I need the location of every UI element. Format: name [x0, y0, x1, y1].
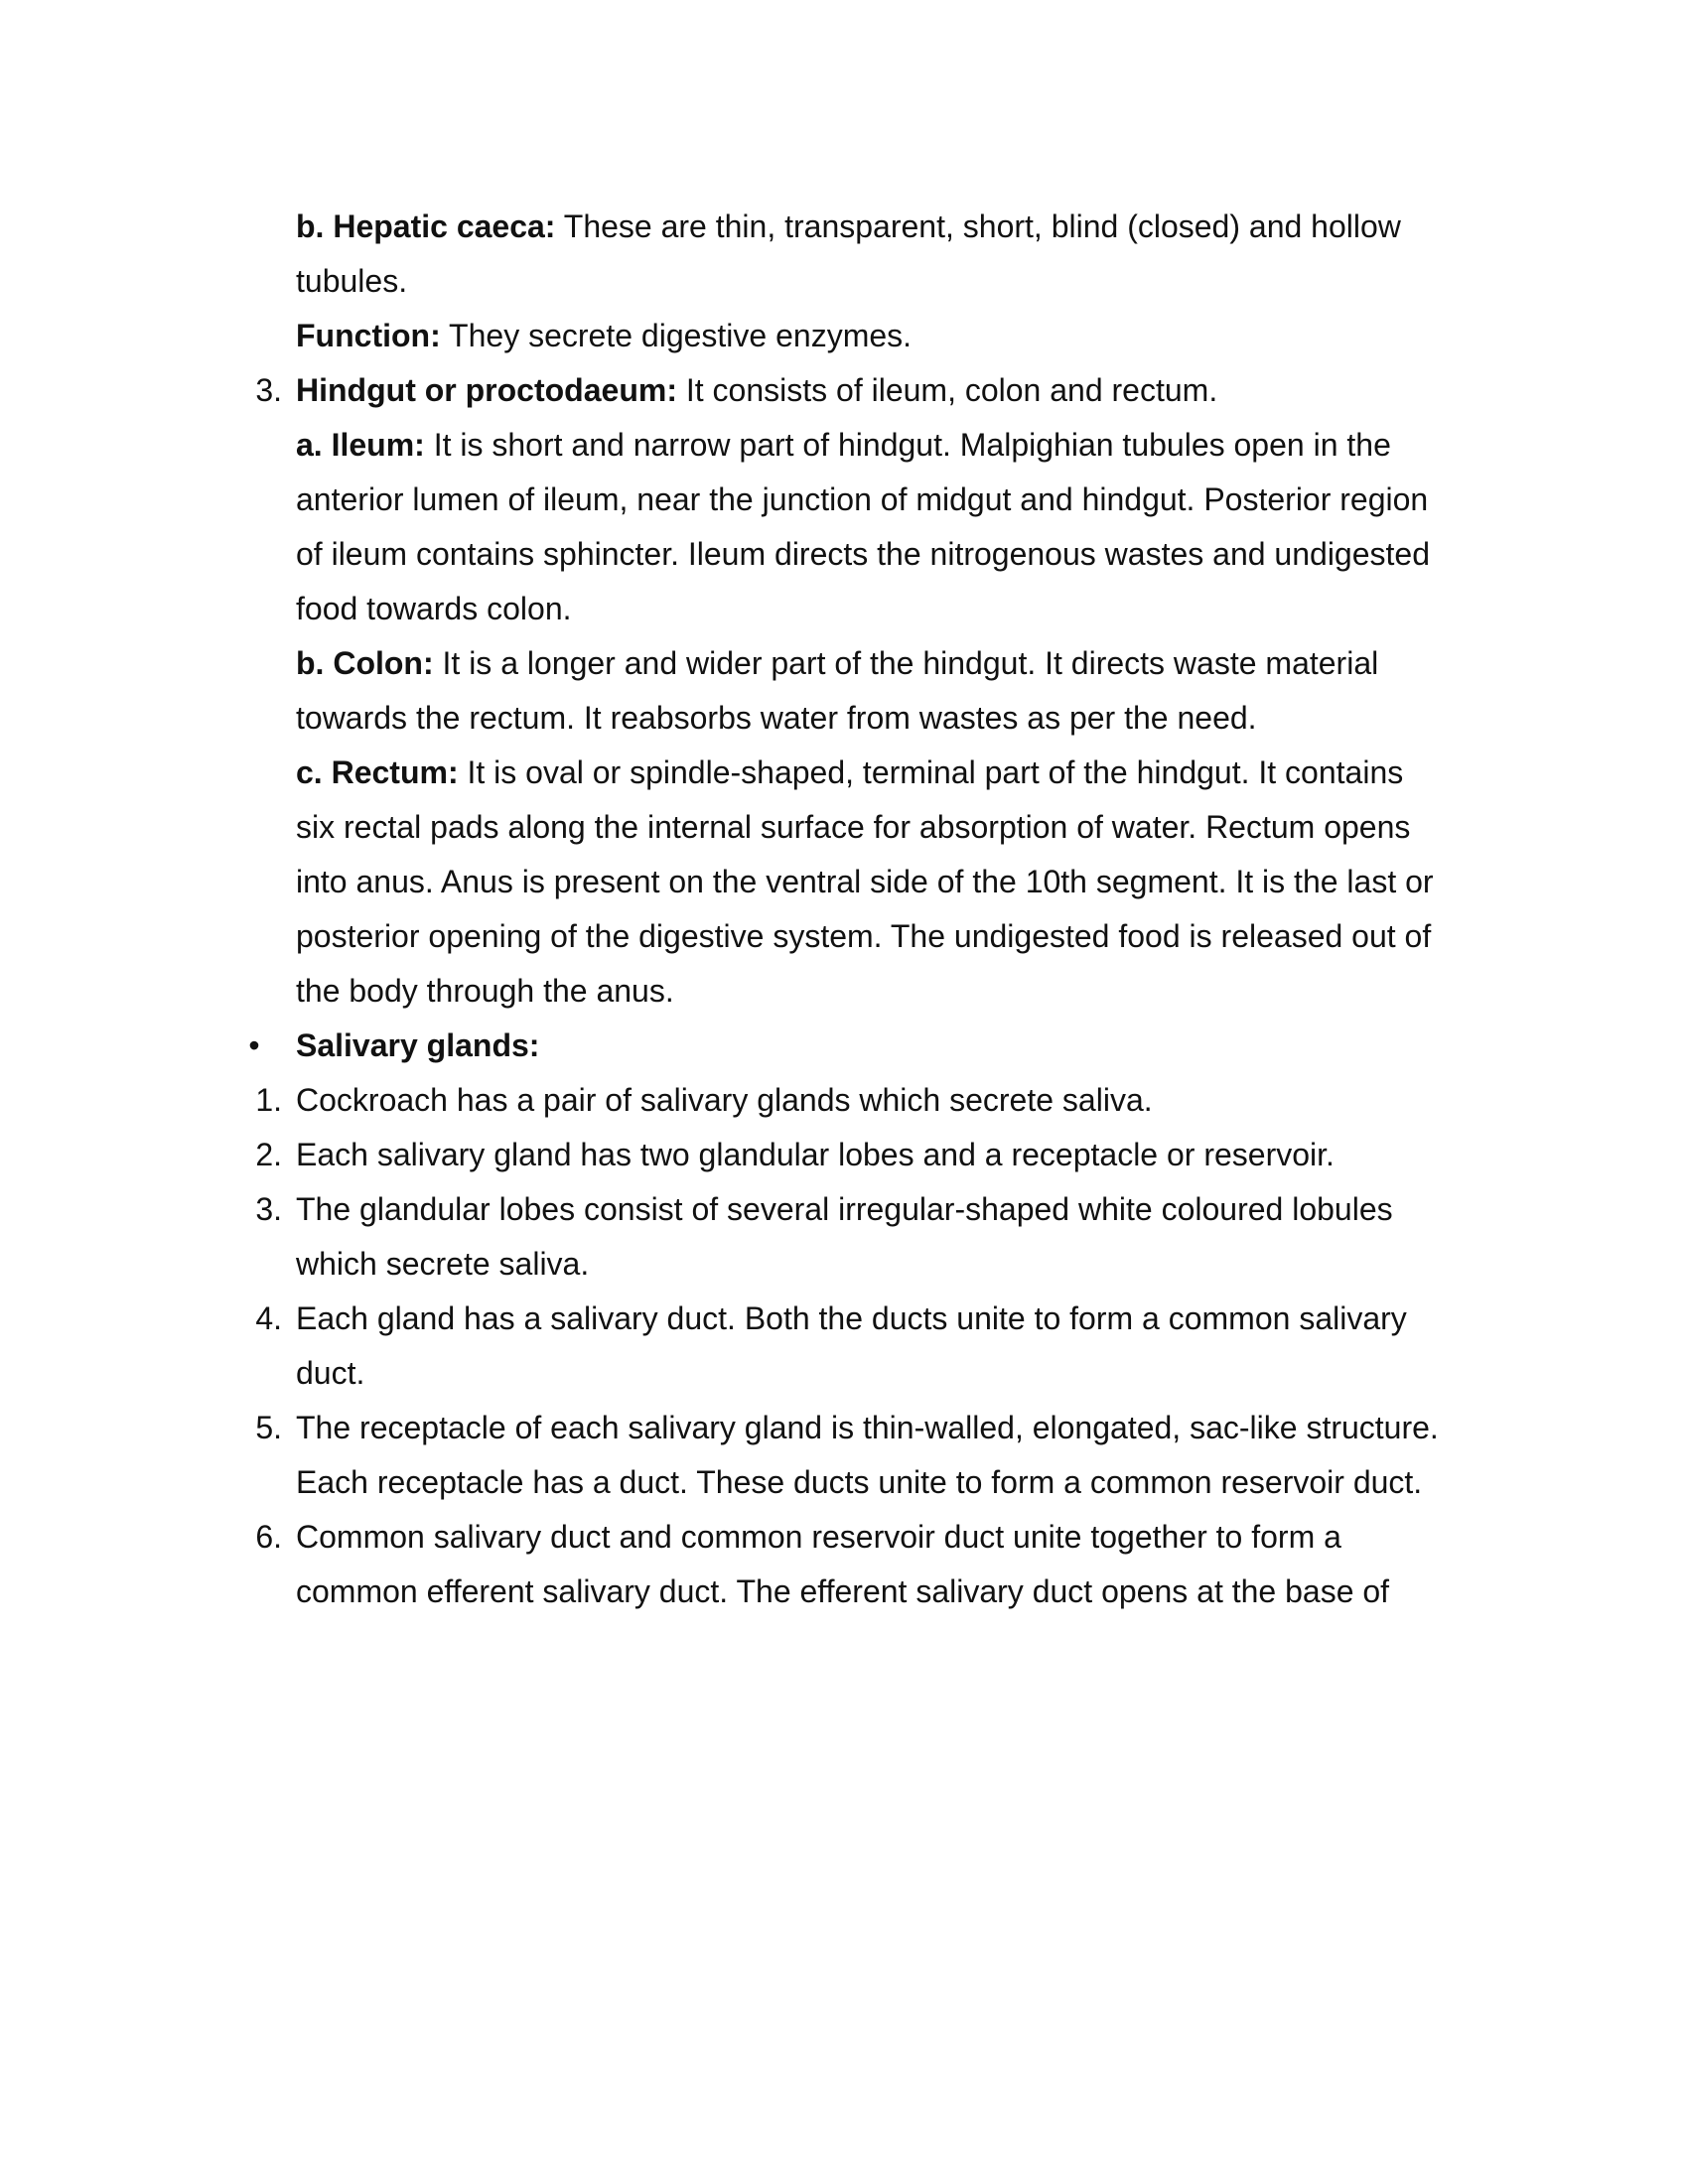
ileum-line-4: food towards colon. — [296, 591, 572, 626]
colon-line-1 — [296, 643, 1378, 683]
rectum-text: It is oval or spindle-shaped, terminal part of the hindgut. It contains — [458, 754, 1404, 790]
hepatic-function-line — [296, 316, 912, 355]
hepatic-caeca-text: These are thin, transparent, short, blind (closed) and hollow — [555, 208, 1401, 244]
rectum-line-2: six rectal pads along the internal surface for absorption of water. Rectum opens — [296, 809, 1411, 845]
salivary-item-3-line-2: which secrete saliva. — [296, 1246, 590, 1282]
salivary-item-4-line-2: duct. — [296, 1355, 365, 1391]
ileum-text: It is short and narrow part of hindgut. Malpighian tubules open in the — [424, 427, 1391, 463]
colon-heading: b. Colon: — [296, 645, 434, 681]
rectum-line-5: the body through the anus. — [296, 973, 674, 1009]
salivary-item-5-line-1: The receptacle of each salivary gland is thin-walled, elongated, sac-like structure. — [296, 1410, 1439, 1445]
rectum-line-4: posterior opening of the digestive system. The undigested food is released out of — [296, 918, 1432, 954]
hindgut-heading: Hindgut or proctodaeum: — [296, 372, 677, 408]
ileum-line-3: of ileum contains sphincter. Ileum directs the nitrogenous wastes and undigested — [296, 536, 1430, 572]
hindgut-text: It consists of ileum, colon and rectum. — [676, 372, 1218, 408]
salivary-heading: Salivary glands: — [296, 1027, 540, 1063]
rectum-heading: c. Rectum: — [296, 754, 459, 790]
salivary-item-5-number: 5. — [255, 1410, 282, 1445]
function-heading: Function: — [296, 318, 441, 353]
salivary-item-3-number: 3. — [255, 1191, 282, 1227]
salivary-item-4-number: 4. — [255, 1300, 282, 1336]
ileum-heading: a. Ileum: — [296, 427, 425, 463]
function-text: They secrete digestive enzymes. — [440, 318, 913, 353]
hepatic-caeca-heading: b. Hepatic caeca: — [296, 208, 556, 244]
salivary-item-4-line-1: Each gland has a salivary duct. Both the ducts unite to form a common salivary — [296, 1300, 1407, 1336]
salivary-item-6-line-1: Common salivary duct and common reservoir duct unite together to form a — [296, 1519, 1341, 1555]
salivary-item-1-number: 1. — [255, 1082, 282, 1118]
salivary-item-6-number: 6. — [255, 1519, 282, 1555]
hindgut-number: 3. — [255, 372, 282, 408]
rectum-line-1 — [296, 752, 1403, 792]
hepatic-caeca-line-2: tubules. — [296, 263, 408, 299]
ileum-line-1 — [296, 425, 1391, 465]
salivary-item-1-line-1: Cockroach has a pair of salivary glands which secrete saliva. — [296, 1082, 1153, 1118]
hindgut-line — [296, 370, 1217, 410]
salivary-bullet: • — [248, 1027, 260, 1063]
ileum-line-2: anterior lumen of ileum, near the junction of midgut and hindgut. Posterior region — [296, 481, 1429, 517]
hepatic-caeca-line-1 — [296, 206, 1401, 246]
salivary-item-5-line-2: Each receptacle has a duct. These ducts unite to form a common reservoir duct. — [296, 1464, 1423, 1500]
salivary-item-3-line-1: The glandular lobes consist of several irregular-shaped white coloured lobules — [296, 1191, 1393, 1227]
salivary-item-2-line-1: Each salivary gland has two glandular lobes and a receptacle or reservoir. — [296, 1137, 1335, 1172]
colon-line-2: towards the rectum. It reabsorbs water from wastes as per the need. — [296, 700, 1257, 736]
salivary-heading-line — [296, 1025, 539, 1065]
salivary-item-6-line-2: common efferent salivary duct. The efferent salivary duct opens at the base of — [296, 1573, 1390, 1609]
salivary-item-2-number: 2. — [255, 1137, 282, 1172]
rectum-line-3: into anus. Anus is present on the ventral side of the 10th segment. It is the last or — [296, 864, 1434, 899]
colon-text: It is a longer and wider part of the hindgut. It directs waste material — [433, 645, 1379, 681]
